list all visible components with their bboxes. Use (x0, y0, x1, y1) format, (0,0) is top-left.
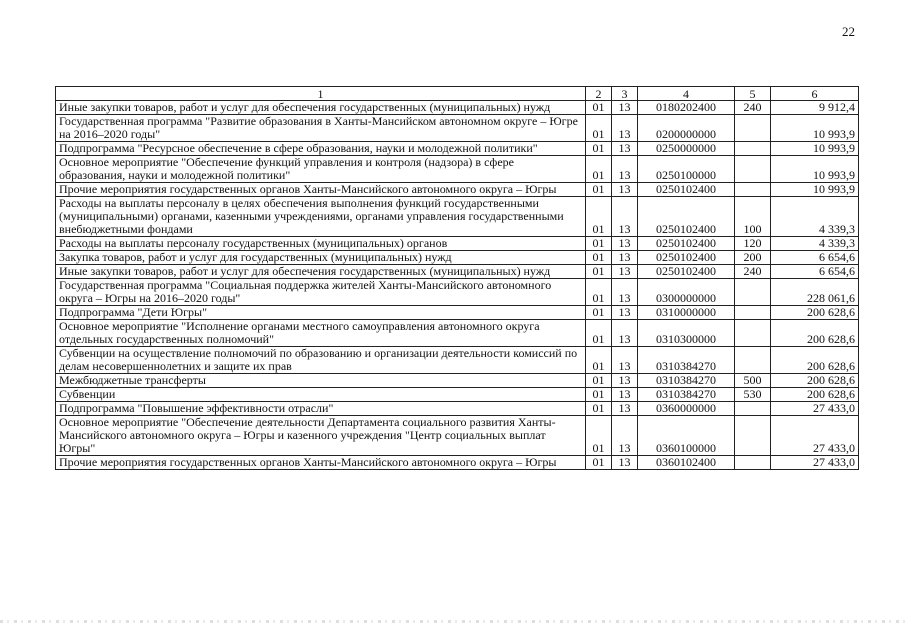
row-section: 01 (586, 265, 612, 279)
row-expense-type (735, 156, 771, 183)
row-amount: 200 628,6 (771, 347, 859, 374)
table-row (56, 251, 859, 265)
row-section: 01 (586, 374, 612, 388)
row-target-article: 0310300000 (638, 320, 735, 347)
table-row (56, 306, 859, 320)
row-amount: 27 433,0 (771, 416, 859, 456)
row-subsection: 13 (612, 320, 638, 347)
row-name: Государственная программа "Развитие образования в Ханты-Мансийском автономном округе – Югре на 2016–2020 годы" (56, 115, 586, 142)
table-row (56, 347, 859, 374)
row-section: 01 (586, 142, 612, 156)
row-subsection: 13 (612, 456, 638, 470)
table-row (56, 279, 859, 306)
row-section: 01 (586, 402, 612, 416)
table-header-row (56, 87, 859, 101)
row-expense-type: 200 (735, 251, 771, 265)
table-row (56, 142, 859, 156)
row-target-article: 0250102400 (638, 197, 735, 237)
row-expense-type: 240 (735, 101, 771, 115)
row-amount: 200 628,6 (771, 374, 859, 388)
row-expense-type (735, 402, 771, 416)
row-amount: 4 339,3 (771, 197, 859, 237)
table-row (56, 388, 859, 402)
row-amount: 4 339,3 (771, 237, 859, 251)
row-subsection: 13 (612, 279, 638, 306)
row-amount: 10 993,9 (771, 156, 859, 183)
row-subsection: 13 (612, 197, 638, 237)
row-amount: 27 433,0 (771, 402, 859, 416)
row-subsection: 13 (612, 142, 638, 156)
row-name: Закупка товаров, работ и услуг для государственных (муниципальных) нужд (56, 251, 586, 265)
row-name: Иные закупки товаров, работ и услуг для обеспечения государственных (муниципальных) нужд (56, 265, 586, 279)
table-row (56, 197, 859, 237)
row-target-article: 0310384270 (638, 374, 735, 388)
row-subsection: 13 (612, 115, 638, 142)
row-section: 01 (586, 306, 612, 320)
row-target-article: 0250102400 (638, 251, 735, 265)
table-row (56, 101, 859, 115)
row-section: 01 (586, 156, 612, 183)
row-subsection: 13 (612, 265, 638, 279)
row-amount: 10 993,9 (771, 142, 859, 156)
row-expense-type: 500 (735, 374, 771, 388)
header-col-6: 6 (771, 87, 859, 101)
row-target-article: 0250000000 (638, 142, 735, 156)
row-expense-type (735, 320, 771, 347)
budget-table (55, 86, 859, 470)
row-target-article: 0200000000 (638, 115, 735, 142)
row-subsection: 13 (612, 156, 638, 183)
row-expense-type (735, 416, 771, 456)
row-target-article: 0310384270 (638, 388, 735, 402)
row-name: Расходы на выплаты персоналу в целях обеспечения выполнения функций государственными (муниципальными) органами, казенными учреждениями, органами управления государственными внебюджетными фондами (56, 197, 586, 237)
row-amount: 6 654,6 (771, 251, 859, 265)
row-target-article: 0250100000 (638, 156, 735, 183)
row-name: Основное мероприятие "Обеспечение деятельности Департамента социального развития Ханты-Мансийского автономного округа – Югры и казенного учреждения "Центр социальных выплат Югры" (56, 416, 586, 456)
row-target-article: 0180202400 (638, 101, 735, 115)
table-row (56, 416, 859, 456)
row-section: 01 (586, 115, 612, 142)
row-subsection: 13 (612, 374, 638, 388)
row-name: Подпрограмма "Повышение эффективности отрасли" (56, 402, 586, 416)
row-name: Межбюджетные трансферты (56, 374, 586, 388)
row-amount: 200 628,6 (771, 306, 859, 320)
row-expense-type (735, 279, 771, 306)
table-row (56, 183, 859, 197)
row-name: Основное мероприятие "Исполнение органами местного самоуправления автономного округа отдельных государственных полномочий" (56, 320, 586, 347)
row-section: 01 (586, 251, 612, 265)
row-amount: 200 628,6 (771, 388, 859, 402)
row-amount: 200 628,6 (771, 320, 859, 347)
row-name: Подпрограмма "Ресурсное обеспечение в сфере образования, науки и молодежной политики" (56, 142, 586, 156)
row-name: Основное мероприятие "Обеспечение функций управления и контроля (надзора) в сфере образования, науки и молодежной политики" (56, 156, 586, 183)
row-target-article: 0300000000 (638, 279, 735, 306)
row-target-article: 0310000000 (638, 306, 735, 320)
row-subsection: 13 (612, 251, 638, 265)
row-expense-type (735, 456, 771, 470)
row-amount: 228 061,6 (771, 279, 859, 306)
table-row (56, 320, 859, 347)
row-name: Субвенции (56, 388, 586, 402)
row-target-article: 0250102400 (638, 265, 735, 279)
row-target-article: 0360102400 (638, 456, 735, 470)
row-expense-type (735, 115, 771, 142)
table-row (56, 115, 859, 142)
table-row (56, 402, 859, 416)
row-expense-type (735, 347, 771, 374)
table-row (56, 156, 859, 183)
scan-edge-noise (0, 620, 905, 623)
row-subsection: 13 (612, 237, 638, 251)
row-subsection: 13 (612, 306, 638, 320)
row-expense-type: 100 (735, 197, 771, 237)
row-name: Иные закупки товаров, работ и услуг для обеспечения государственных (муниципальных) нужд (56, 101, 586, 115)
header-col-4: 4 (638, 87, 735, 101)
row-subsection: 13 (612, 101, 638, 115)
header-col-1: 1 (56, 87, 586, 101)
row-section: 01 (586, 101, 612, 115)
row-amount: 9 912,4 (771, 101, 859, 115)
row-expense-type: 240 (735, 265, 771, 279)
row-amount: 10 993,9 (771, 183, 859, 197)
row-amount: 6 654,6 (771, 265, 859, 279)
row-target-article: 0360100000 (638, 416, 735, 456)
header-col-5: 5 (735, 87, 771, 101)
row-name: Прочие мероприятия государственных органов Ханты-Мансийского автономного округа – Югры (56, 456, 586, 470)
row-subsection: 13 (612, 347, 638, 374)
row-section: 01 (586, 237, 612, 251)
row-section: 01 (586, 388, 612, 402)
row-name: Подпрограмма "Дети Югры" (56, 306, 586, 320)
row-amount: 27 433,0 (771, 456, 859, 470)
row-subsection: 13 (612, 416, 638, 456)
row-expense-type (735, 306, 771, 320)
row-section: 01 (586, 197, 612, 237)
row-expense-type: 530 (735, 388, 771, 402)
row-name: Субвенции на осуществление полномочий по образованию и организации деятельности комиссий по делам несовершеннолетних и защите их прав (56, 347, 586, 374)
row-name: Прочие мероприятия государственных органов Ханты-Мансийского автономного округа – Югры (56, 183, 586, 197)
row-expense-type (735, 183, 771, 197)
row-section: 01 (586, 416, 612, 456)
row-name: Государственная программа "Социальная поддержка жителей Ханты-Мансийского автономного округа – Югры на 2016–2020 годы" (56, 279, 586, 306)
row-subsection: 13 (612, 402, 638, 416)
row-section: 01 (586, 320, 612, 347)
row-subsection: 13 (612, 183, 638, 197)
row-target-article: 0310384270 (638, 347, 735, 374)
row-expense-type (735, 142, 771, 156)
table-row (56, 456, 859, 470)
row-name: Расходы на выплаты персоналу государственных (муниципальных) органов (56, 237, 586, 251)
header-col-2: 2 (586, 87, 612, 101)
table-row (56, 265, 859, 279)
row-section: 01 (586, 183, 612, 197)
row-subsection: 13 (612, 388, 638, 402)
row-section: 01 (586, 456, 612, 470)
row-expense-type: 120 (735, 237, 771, 251)
row-section: 01 (586, 347, 612, 374)
page-number: 22 (842, 24, 855, 39)
table-row (56, 237, 859, 251)
table-body (56, 101, 859, 470)
row-target-article: 0360000000 (638, 402, 735, 416)
row-target-article: 0250102400 (638, 183, 735, 197)
row-section: 01 (586, 279, 612, 306)
row-target-article: 0250102400 (638, 237, 735, 251)
table-row (56, 374, 859, 388)
row-amount: 10 993,9 (771, 115, 859, 142)
header-col-3: 3 (612, 87, 638, 101)
